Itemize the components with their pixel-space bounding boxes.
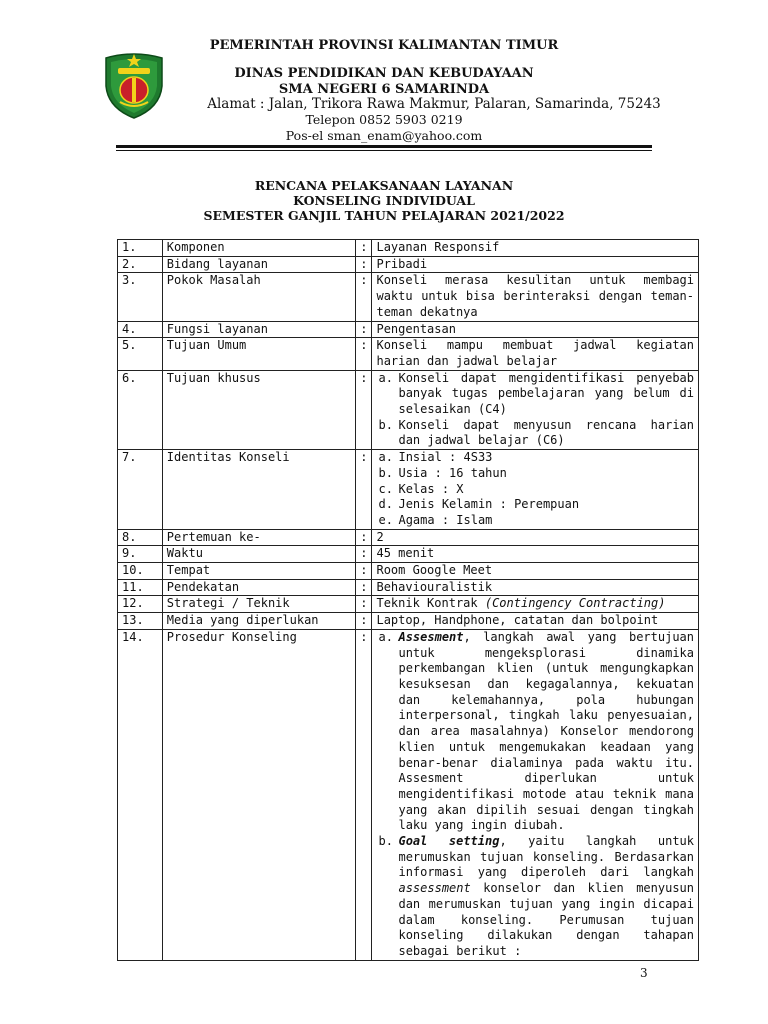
value-text: 2 bbox=[376, 529, 384, 544]
list-marker: a. bbox=[378, 450, 393, 465]
row-number: 2. bbox=[118, 256, 163, 273]
procedure-term: Assesment bbox=[398, 629, 464, 644]
letterhead-address: Alamat : Jalan, Trikora Rawa Makmur, Palaran, Samarinda, 75243 bbox=[207, 96, 661, 112]
table-row bbox=[118, 529, 699, 546]
table-row bbox=[118, 240, 699, 257]
list-marker: d. bbox=[378, 497, 393, 512]
value-text: Room Google Meet bbox=[376, 563, 493, 578]
row-value bbox=[372, 321, 699, 338]
list-item bbox=[376, 450, 694, 466]
value-list bbox=[376, 450, 694, 529]
row-separator: : bbox=[356, 370, 372, 450]
row-value bbox=[372, 529, 699, 546]
row-number: 10. bbox=[118, 563, 163, 580]
row-number: 11. bbox=[118, 579, 163, 596]
value-text: Konseli merasa kesulitan untuk membagi waktu untuk bisa berinteraksi dengan teman-teman dekatnya bbox=[376, 273, 694, 319]
row-label: Tujuan khusus bbox=[162, 370, 355, 450]
letterhead-phone: Telepon 0852 5903 0219 bbox=[305, 112, 463, 127]
letterhead-department: DINAS PENDIDIKAN DAN KEBUDAYAAN bbox=[234, 66, 534, 81]
procedure-term: Goal setting bbox=[398, 834, 500, 849]
row-separator: : bbox=[356, 338, 372, 370]
row-separator: : bbox=[356, 563, 372, 580]
row-label: Tujuan Umum bbox=[162, 338, 355, 370]
list-item bbox=[376, 371, 694, 418]
row-number: 7. bbox=[118, 450, 163, 530]
page-number: 3 bbox=[640, 966, 648, 980]
row-separator: : bbox=[356, 321, 372, 338]
list-marker: a. bbox=[378, 629, 393, 644]
value-italic: (Contingency Contracting) bbox=[484, 596, 666, 611]
list-marker: b. bbox=[378, 417, 393, 432]
row-label: Pendekatan bbox=[162, 579, 355, 596]
value-text: Teknik Kontrak bbox=[376, 596, 478, 611]
row-label: Tempat bbox=[162, 563, 355, 580]
table-row bbox=[118, 563, 699, 580]
list-marker: c. bbox=[378, 481, 393, 496]
row-separator: : bbox=[356, 579, 372, 596]
row-value bbox=[372, 596, 699, 613]
value-text: Pengentasan bbox=[376, 321, 456, 336]
value-text: Konseli mampu membuat jadwal kegiatan harian dan jadwal belajar bbox=[376, 338, 694, 368]
list-item bbox=[376, 834, 694, 960]
row-label: Prosedur Konseling bbox=[162, 629, 355, 960]
row-value bbox=[372, 579, 699, 596]
row-value bbox=[372, 256, 699, 273]
row-label: Strategi / Teknik bbox=[162, 596, 355, 613]
list-item-text: Agama : Islam bbox=[398, 512, 493, 527]
row-number: 5. bbox=[118, 338, 163, 370]
row-label: Pertemuan ke- bbox=[162, 529, 355, 546]
letterhead-rule-thin bbox=[116, 150, 652, 151]
list-item-text: Usia : 16 tahun bbox=[398, 465, 507, 480]
list-item-text: , yaitu langkah untuk merumuskan tujuan konseling. Berdasarkan informasi yang diperoleh dari langkah bbox=[398, 834, 695, 880]
service-plan-table bbox=[117, 239, 699, 961]
row-separator: : bbox=[356, 546, 372, 563]
letterhead-rule-thick bbox=[116, 145, 652, 148]
row-number: 9. bbox=[118, 546, 163, 563]
row-number: 8. bbox=[118, 529, 163, 546]
row-value bbox=[372, 613, 699, 630]
row-value bbox=[372, 338, 699, 370]
row-number: 6. bbox=[118, 370, 163, 450]
row-label: Komponen bbox=[162, 240, 355, 257]
row-label: Fungsi layanan bbox=[162, 321, 355, 338]
table-row bbox=[118, 546, 699, 563]
row-label: Pokok Masalah bbox=[162, 273, 355, 321]
document-semester: SEMESTER GANJIL TAHUN PELAJARAN 2021/2022 bbox=[203, 208, 565, 223]
list-item-text: Konseli dapat menyusun rencana harian dan jadwal belajar (C6) bbox=[398, 417, 694, 448]
value-text: 45 menit bbox=[376, 546, 435, 561]
table-row bbox=[118, 321, 699, 338]
list-item-text: Konseli dapat mengidentifikasi penyebab banyak tugas pembelajaran yang belum di selesaikan (C4) bbox=[398, 370, 694, 417]
row-value bbox=[372, 273, 699, 321]
row-number: 4. bbox=[118, 321, 163, 338]
value-text: Behaviouralistik bbox=[376, 579, 493, 594]
list-item-text: , langkah awal yang bertujuan untuk mengeksplorasi dinamika perkembangan klien (untuk mengungkapkan kesuksesan dan kegagalannya, kekuatan dan kelemahannya, pola hubungan interpersonal, tingkah laku penyesuaian, dan area masalahnya) Konselor mendorong klien untuk mengemukakan keadaan yang benar-benar dialaminya pada waktu itu. Assesment diperlukan untuk mengidentifikasi motode atau teknik mana yang akan dipilih sesuai dengan tingkah laku yang ingin diubah. bbox=[398, 629, 694, 833]
table-row bbox=[118, 450, 699, 530]
table-row bbox=[118, 256, 699, 273]
letterhead-school: SMA NEGERI 6 SAMARINDA bbox=[278, 82, 490, 97]
table-row bbox=[118, 338, 699, 370]
row-number: 3. bbox=[118, 273, 163, 321]
row-number: 14. bbox=[118, 629, 163, 960]
letterhead-government: PEMERINTAH PROVINSI KALIMANTAN TIMUR bbox=[209, 38, 559, 53]
list-item bbox=[376, 497, 694, 513]
list-item-text: konselor dan klien menyusun dan merumuskan tujuan yang ingin dicapai dalam konseling. Perumusan tujuan konseling dilakukan dengan tahapan sebagai berikut : bbox=[398, 881, 694, 958]
list-item bbox=[376, 513, 694, 529]
row-label: Bidang layanan bbox=[162, 256, 355, 273]
table-row bbox=[118, 273, 699, 321]
table-row bbox=[118, 629, 699, 960]
list-item bbox=[376, 630, 694, 834]
list-item bbox=[376, 482, 694, 498]
list-item-text: Kelas : X bbox=[398, 481, 464, 496]
list-item-text: Insial : 4S33 bbox=[398, 450, 493, 465]
row-separator: : bbox=[356, 629, 372, 960]
row-value bbox=[372, 370, 699, 450]
list-item-italic: assessment bbox=[398, 881, 471, 896]
letterhead bbox=[0, 0, 768, 160]
value-list bbox=[376, 630, 694, 960]
row-label: Waktu bbox=[162, 546, 355, 563]
table-row bbox=[118, 370, 699, 450]
row-separator: : bbox=[356, 450, 372, 530]
list-marker: b. bbox=[378, 465, 393, 480]
row-value bbox=[372, 546, 699, 563]
list-item-text: Jenis Kelamin : Perempuan bbox=[398, 497, 580, 512]
row-label: Media yang diperlukan bbox=[162, 613, 355, 630]
row-separator: : bbox=[356, 613, 372, 630]
row-value bbox=[372, 240, 699, 257]
row-value bbox=[372, 629, 699, 960]
value-text: Laptop, Handphone, catatan dan bolpoint bbox=[376, 613, 659, 628]
list-marker: a. bbox=[378, 370, 393, 385]
value-text: Layanan Responsif bbox=[376, 240, 500, 254]
row-label: Identitas Konseli bbox=[162, 450, 355, 530]
table-row bbox=[118, 596, 699, 613]
row-number: 13. bbox=[118, 613, 163, 630]
row-separator: : bbox=[356, 256, 372, 273]
list-marker: e. bbox=[378, 512, 393, 527]
value-text: Pribadi bbox=[376, 256, 428, 271]
list-item bbox=[376, 466, 694, 482]
row-number: 1. bbox=[118, 240, 163, 257]
list-marker: b. bbox=[378, 834, 393, 849]
letterhead-email: Pos-el sman_enam@yahoo.com bbox=[285, 128, 483, 143]
row-separator: : bbox=[356, 273, 372, 321]
row-separator: : bbox=[356, 596, 372, 613]
list-item bbox=[376, 418, 694, 449]
row-value bbox=[372, 450, 699, 530]
table-row bbox=[118, 579, 699, 596]
document-title: RENCANA PELAKSANAAN LAYANAN bbox=[254, 178, 514, 193]
row-separator: : bbox=[356, 240, 372, 257]
table-row bbox=[118, 613, 699, 630]
value-list bbox=[376, 371, 694, 450]
document-subtitle: KONSELING INDIVIDUAL bbox=[293, 193, 475, 208]
row-number: 12. bbox=[118, 596, 163, 613]
row-value bbox=[372, 563, 699, 580]
row-separator: : bbox=[356, 529, 372, 546]
